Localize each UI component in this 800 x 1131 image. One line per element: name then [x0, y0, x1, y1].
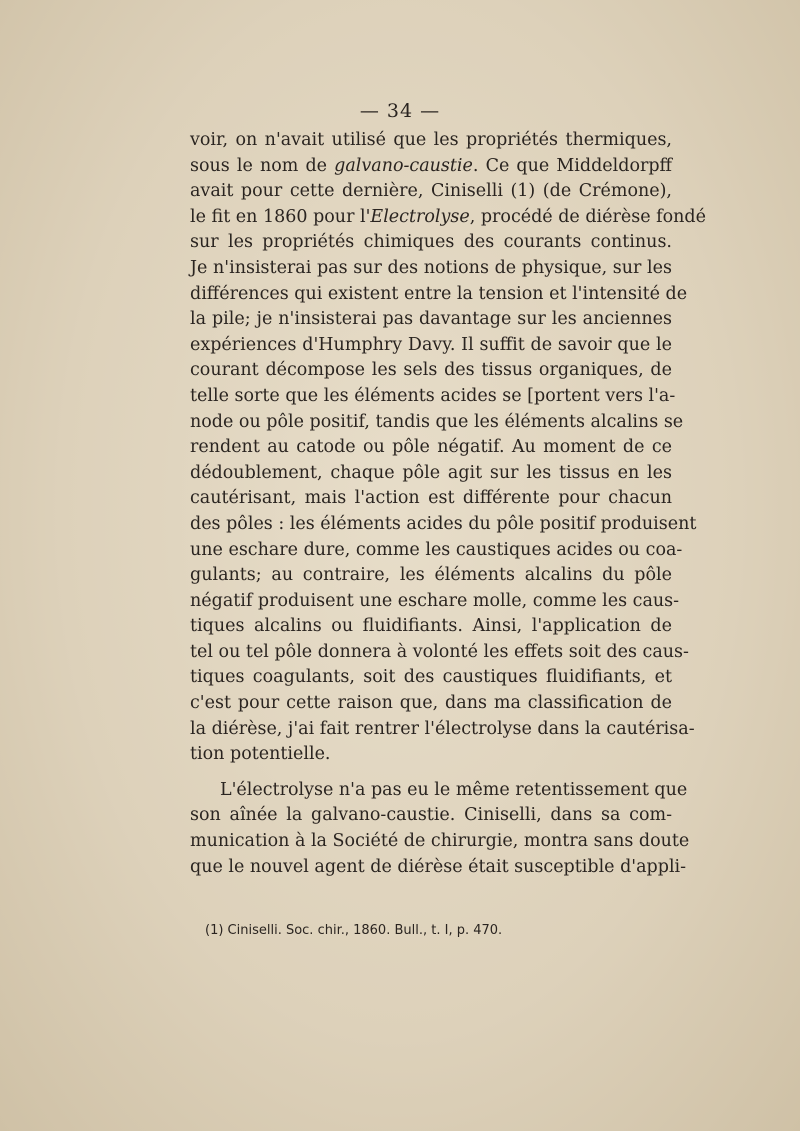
- text-line: négatif produisent une eschare molle, comme les caus-: [190, 590, 680, 611]
- text-line: que le nouvel agent de diérèse était susceptible d'appli-: [190, 856, 687, 877]
- text-line: L'électrolyse n'a pas eu le même retentissement que: [220, 779, 688, 800]
- body-text: [190, 128, 706, 880]
- text-line: tiques coagulants, soit des caustiques fluidifiants, et: [190, 667, 672, 688]
- text-line: node ou pôle positif, tandis que les éléments alcalins se: [190, 411, 684, 432]
- text-line: telle sorte que les éléments acides se [portent vers l'a-: [190, 385, 676, 406]
- text-line: tiques alcalins ou fluidifiants. Ainsi, l'application de: [190, 616, 672, 637]
- text-line: sur les propriétés chimiques des courants continus.: [190, 232, 672, 253]
- text-line: gulants; au contraire, les éléments alcalins du pôle: [190, 565, 672, 586]
- text-line: courant décompose les sels des tissus organiques, de: [190, 360, 672, 381]
- paragraph-1: [190, 128, 706, 768]
- text-line: Je n'insisterai pas sur des notions de physique, sur les: [190, 257, 672, 278]
- text-line: son aînée la galvano-caustie. Ciniselli, dans sa com-: [190, 805, 672, 826]
- text-line: tion potentielle.: [190, 744, 331, 765]
- text-line: [190, 154, 672, 180]
- text-segment: sous le nom de: [190, 155, 335, 176]
- text-line: différences qui existent entre la tension et l'intensité de: [190, 283, 688, 304]
- text-line: avait pour cette dernière, Ciniselli (1) (de Crémone),: [190, 181, 672, 202]
- italic-term: galvano-caustie: [334, 155, 473, 176]
- text-segment: le fit en 1860 pour l': [190, 206, 371, 227]
- text-line: cautérisant, mais l'action est différente pour chacun: [190, 488, 672, 509]
- text-line: dédoublement, chaque pôle agit sur les tissus en les: [190, 462, 672, 483]
- text-line: [190, 205, 706, 231]
- footnote: (1) Ciniselli. Soc. chir., 1860. Bull., t. I, p. 470.: [205, 923, 503, 938]
- text-segment: . Ce que Middeldorpff: [472, 155, 672, 176]
- text-line: voir, on n'avait utilisé que les propriétés thermiques,: [190, 130, 672, 150]
- text-line: munication à la Société de chirurgie, montra sans doute: [190, 831, 690, 852]
- paragraph-gap: [190, 768, 672, 778]
- text-line: une eschare dure, comme les caustiques acides ou coa-: [190, 539, 683, 560]
- page-number: — 34 —: [359, 100, 441, 122]
- text-line: expériences d'Humphry Davy. Il suffit de savoir que le: [190, 334, 672, 355]
- text-line: c'est pour cette raison que, dans ma classification de: [190, 693, 672, 714]
- italic-term: Electrolyse: [370, 206, 470, 227]
- text-line: des pôles : les éléments acides du pôle positif produisent: [190, 513, 697, 534]
- text-line: rendent au catode ou pôle négatif. Au moment de ce: [190, 437, 672, 458]
- text-line: la pile; je n'insisterai pas davantage sur les anciennes: [190, 309, 672, 330]
- paragraph-2: [190, 778, 690, 880]
- text-line: la diérèse, j'ai fait rentrer l'électrolyse dans la cautérisa-: [190, 718, 695, 739]
- text-line: tel ou tel pôle donnera à volonté les effets soit des caus-: [190, 641, 689, 662]
- text-segment: , procédé de diérèse fondé: [469, 206, 706, 227]
